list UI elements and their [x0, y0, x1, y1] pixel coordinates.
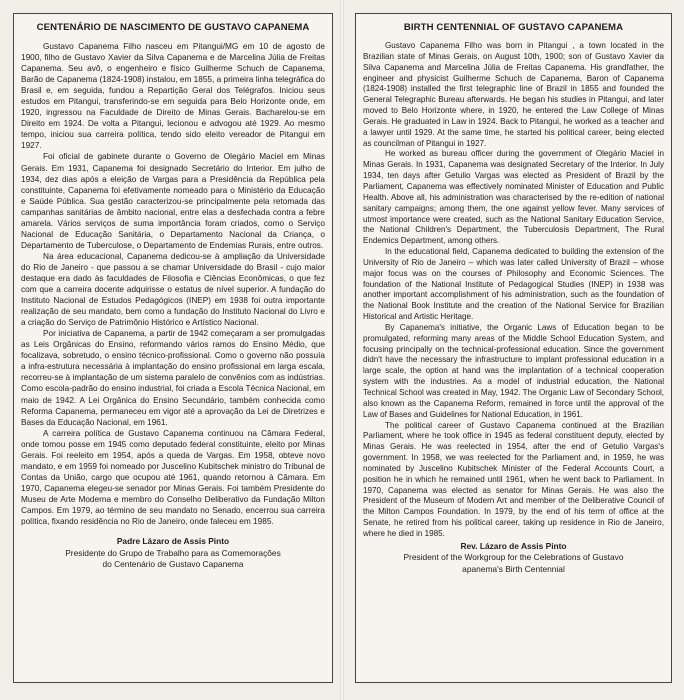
english-panel	[355, 13, 672, 683]
paragraph: Gustavo Capanema Filho was born in Pitangui , a town located in the Brazilian state of Minas Gerais, on August 10th, 1900; son of Gustavo Xavier da Silva Capanema and Marcelina Júlia de Freitas Capanema. His grandfather, the engineer and physicist Guilherme Schuch de Capanema, Baron of Capanema (1824-1908) installed the first telegraphic line of Brazil in 1855 and founded the General Telegraphic Bureau afterwards. He began his studies in Pitangui, and later moved to Belo Horizonte where, in 1920, he entered the Law College of Minas Gerais. He graduated in Law in 1924. Back to Pitangui, he worked as a teacher and a lawyer until 1929. At the same time, he started his political career, being elected as councilman of Pitangui in 1927.	[363, 41, 664, 148]
signature-title: President of the Workgroup for the Celebrations of Gustavo	[403, 552, 624, 563]
paragraph: Gustavo Capanema Filho nasceu em Pitangui/MG em 10 de agosto de 1900, filho de Gustavo Xavier da Silva Capanema e de Marcelina Júlia de Freitas Capanema. Seu avô, o engenheiro e físico Guilherme Schuch de Capanema, Barão de Capanema (1824-1908) instalou, em 1855, a primeira linha telegráfica do Brasil e, em seguida, fundou a Repartição Geral dos Telégrafos. Iniciou seus estudos em Pitangui, transferindo-se em seguida para Belo Horizonte onde, em 1920, ingressou na Faculdade de Direito de Minas Gerais. Bacharelou-se em Direito em 1924. De volta a Pitangui, lecionou e advogou até 1929. Ao mesmo tempo, iniciou sua carreira política, tendo sido eleito vereador de Pitangui em 1927.	[21, 42, 325, 151]
paragraph: In the educational field, Capanema dedicated to building the extension of the University of Rio de Janeiro – which was later called University of Brazil – whose major focus was on the courses of Philosophy and Economic Sciences. The foundation of the National Institute of Pedagogical Studies (INEP) in 1938 was another important accomplishment of his administration, such as the foundation of the National Book Institute and the creation of the National Service for Brazilian Historical and Artistic Heritage.	[363, 247, 664, 322]
signature-name: Rev. Lázaro de Assis Pinto	[460, 540, 567, 551]
paragraph: Foi oficial de gabinete durante o Governo de Olegário Maciel em Minas Gerais. Em 1931, Capanema foi designado Secretário do Interior. Em julho de 1934, dez dias após a eleição de Vargas para a Presidência da República pela constituinte, Capanema foi efetivamente nomeado para o Ministério da Educação e Saúde Pública. Sua gestão caracterizou-se principalmente pela retomada das campanhas sanitárias de âmbito nacional, entre elas a desfechada contra a febre amarela. Vários serviços de suma importância foram criados, como o Serviço Nacional de Educação Sanitária, o Departamento Nacional da Criança, o Departamento de Tuberculose, o Departamento de Endemias Rurais, entre outros.	[21, 152, 325, 250]
panel-title: BIRTH CENTENNIAL OF GUSTAVO CAPANEMA	[403, 22, 624, 33]
panel-title: CENTENÁRIO DE NASCIMENTO DE GUSTAVO CAPANEMA	[36, 22, 310, 33]
signature-title: Presidente do Grupo de Trabalho para as Comemorações	[65, 547, 281, 558]
page-fold	[340, 0, 344, 700]
paragraph: Na área educacional, Capanema dedicou-se à ampliação da Universidade do Rio de Janeiro - que passou a se chamar Universidade do Brasil - cujo maior destaque era dado às faculdades de Filosofia e Ciências Econômicas, o que fez com que a carreira docente adquirisse o estatus de nível superior. A fundação do Instituto Nacional de Estudos Pedagógicos (INEP) em 1938 foi outra importante realização de seu mandato, bem como a fundação do Instituto Nacional do Livro e a criação do Serviço de Patrimônio Histórico e Artístico Nacional.	[21, 251, 325, 328]
paragraph: He worked as bureau officer during the government of Olegário Maciel in Minas Gerais. In 1931, Capanema was designated Secretary of the Interior. In July 1934, ten days after Getulio Vargas was elected as President of Brazil by the Parliament, Capanema was effectively nominated Minister of Education and Public Health. Above all, his administration was characterised by the re-edition of national sanitary campaigns; among them, the one against yellow fever. Many services of utmost importance were created, such as the National Sanitary Education Service, the National Children's Department, the Tuberculosis Department, The Rural Endemics Department, among others.	[363, 149, 664, 246]
signature-title: do Centenário de Gustavo Capanema	[102, 559, 244, 570]
signature-block	[21, 536, 325, 571]
signature-title: apanema's Birth Centennial	[462, 563, 565, 574]
portuguese-panel	[13, 13, 333, 683]
paragraph: Por iniciativa de Capanema, a partir de 1942 começaram a ser promulgadas as Leis Orgânicas do Ensino, reformando vários ramos do Ensino Médio, que focalizava, sobretudo, o ensino técnico-profissional. Como o governo não possuía a infra-estrutura necessária à implantação do ensino profissional em larga escala, recorreu-se à implantação de um sistema paralelo de convênios com as indústrias. Como escola-padrão do ensino industrial, foi criada a Escola Técnica Nacional, em maio de 1942. A Lei Orgânica do Ensino Secundário, também conhecida como Reforma Capanema, permaneceu em vigor até a aprovação da Lei de Diretrizes e Bases da Educação Nacional, em 1961.	[21, 329, 325, 427]
paragraph: By Capanema's initiative, the Organic Laws of Education began to be promulgated, reforming many areas of the Middle School Education System, and focusing principally on the technical-professional education. Since the government didn't have the necessary the infrastructure to implant professional education in a large scale, the option at hand was the implantation of a technical cooperation system with the industries. As a model of industrial education, the National Technical School was created in May, 1942. The Organic Law of Secondary School, also known as the Capanema Reform, remained in force until the approval of the Law of Bases and Guidelines for National Education, in 1961.	[363, 322, 664, 419]
signature-name: Padre Lázaro de Assis Pinto	[116, 536, 230, 547]
signature-block	[363, 541, 664, 576]
paragraph: A carreira política de Gustavo Capanema continuou na Câmara Federal, onde tomou posse em 1945 como deputado federal constituinte, eleito por Minas Gerais. Foi reeleito em 1954, após a queda de Vargas. Em 1958, obteve novo mandato, e em 1959 foi nomeado por Juscelino Kubitschek ministro do Tribunal de Contas da União, cargo que ocupou até 1961, quando retornou à Câmara. Em 1970, Capanema elegeu-se senador por Minas Gerais. Foi também Presidente do Museu de Arte Moderna e membro do Conselho Deliberativo da Fundação Milton Campos. Em 1979, ao término de seu mandato no Senado, encerrou sua carreira política, fixando residência no Rio de Janeiro, onde faleceu em 1985.	[21, 428, 325, 527]
paragraph: The political career of Gustavo Capanema continued at the Brazilian Parliament, where he took office in 1945 as federal constituent deputy, elected by Minas Gerais. He was reelected in 1954, after the end of Getulio Vargas's government. In 1958, we was reelected for the Parliament and, in 1959, he was nominated by Juscelino Kubitschek Minister of the Federal Accounts Court, a position he in which he remained until 1961, when he went back to Parliament. In 1970, Capanema was elected as senator for Minas Gerais. He was also the President of the Museum of Modern Art and member of the Deliberative Council of the Milton Campos Foundation. In 1979, by the end of his term of office at the Senate, he retired from his political career, taking up residence in Rio de Janeiro, where he died in 1985.	[363, 420, 664, 538]
